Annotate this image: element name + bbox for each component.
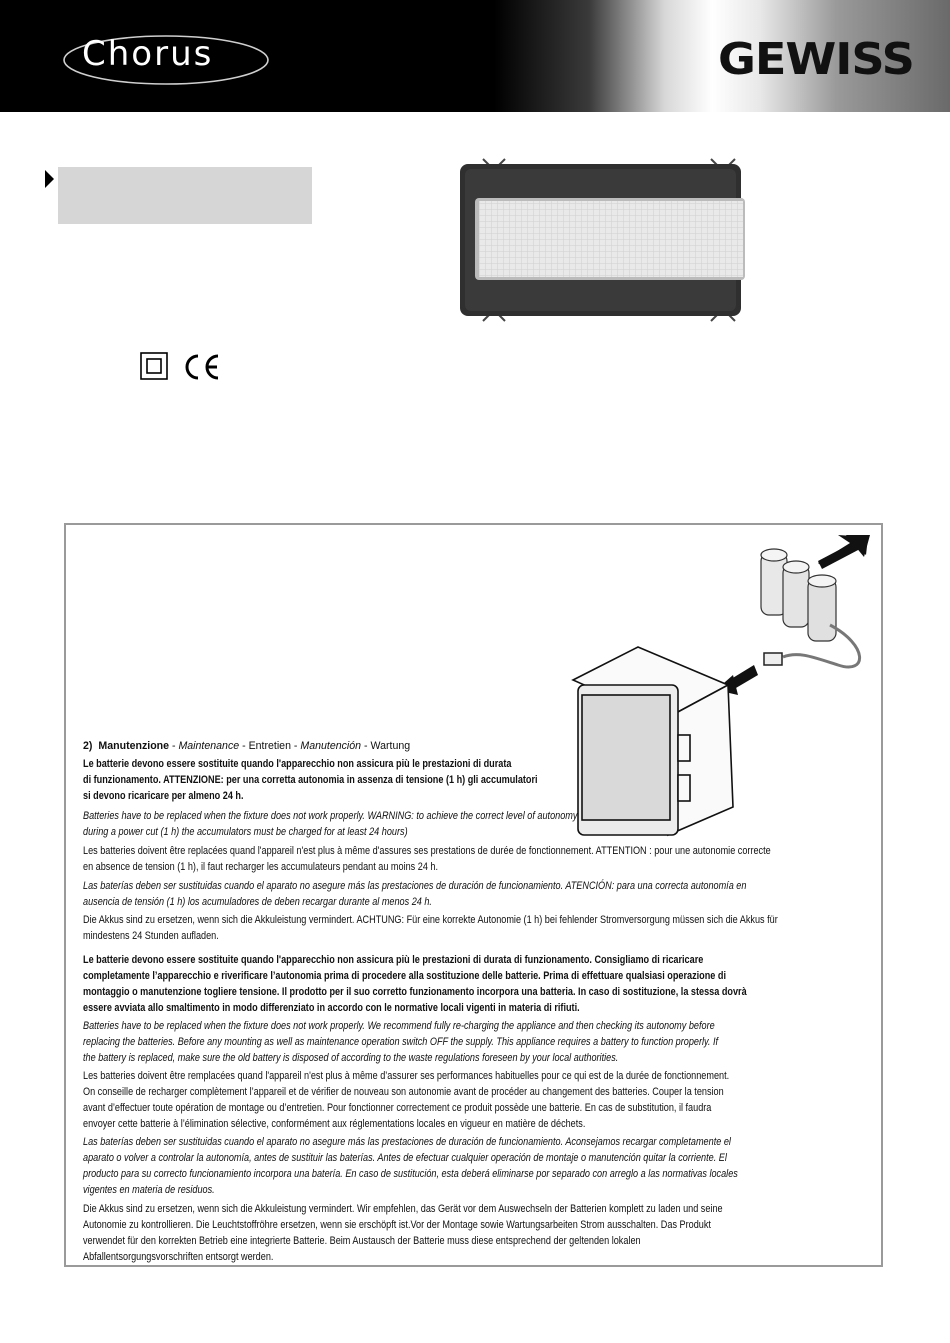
text-line: envoyer cette batterie à l’élimination sélective, conformément aux réglementations locales en vigueur en matière de déchets.: [83, 1118, 586, 1130]
text-line: essere avviata allo smaltimento in modo differenziato in accordo con le normative locali vigenti in materia di rifiuti.: [83, 1002, 580, 1014]
section-separator: -: [290, 740, 301, 752]
p1-german: [83, 912, 778, 944]
text-line: the battery is replaced, make sure the old battery is disposed of according to the waste regulations foreseen by your local authorities.: [83, 1052, 619, 1064]
text-line: Le batterie devono essere sostituite quando l'apparecchio non assicura più le prestazioni di durata di funzionamento. Consigliamo di ricaricare: [83, 954, 704, 966]
text-line: Les batteries doivent être replacées quand l'appareil n'est plus à même d'assures ses prestations de durée de fonctionnement. ATTENTION : pour une autonomie correcte: [83, 845, 771, 857]
battery-replacement-illustration: [568, 535, 878, 860]
text-line: vigentes en materia de residuos.: [83, 1184, 215, 1196]
section-title-en: Maintenance: [178, 740, 240, 752]
text-line: verwendet für den korrekten Betrieb eine integrierte Batterie. Beim Austausch der Batterie muss diese entsprechend der geltenden lokalen: [83, 1235, 641, 1247]
gewiss-logo: GEWISS: [718, 34, 914, 85]
title-placeholder-box: [58, 167, 312, 224]
chorus-logo: [62, 26, 272, 90]
section-separator: -: [361, 740, 371, 752]
text-line: Batteries have to be replaced when the fixture does not work properly. WARNING: to achieve the correct level of autonomy: [83, 810, 578, 822]
text-line: Die Akkus sind zu ersetzen, wenn sich die Akkuleistung vermindert. ACHTUNG: Für eine korrekte Autonomie (1 h) bei fehlender Stromversorgung müssen sich die Akkus für: [83, 914, 778, 926]
section-title: [83, 738, 410, 754]
text-line: Die Akkus sind zu ersetzen, wenn sich die Akkuleistung vermindert. Wir empfehlen, das Gerät vor dem Auswechseln der Batterien komplett zu laden und seine: [83, 1203, 723, 1215]
text-line: aparato o volver a controlar la autonomía, antes de sustituir las baterías. Antes de efectuar cualquier operación de montaje o manutención quitar la corriente. El: [83, 1152, 727, 1164]
text-line: Abfallentsorgungsvorschriften entsorgt werden.: [83, 1251, 274, 1263]
text-line: Las baterías deben ser sustituidas cuando el aparato no asegure más las prestaciones de duración de funcionamiento. ATENCIÓN: para una correcta autonomía en: [83, 880, 747, 892]
section-title-de: Wartung: [370, 740, 411, 752]
text-line: producto para su correcto funcionamiento incorpora una batería. En caso de sustitución, esta deberá eliminarse por separado con arreglo a las normativas locales: [83, 1168, 738, 1180]
p2-italian: [83, 952, 747, 1016]
text-line: Autonomie zu kontrollieren. Die Leuchtstoffröhre ersetzen, wenn sie erschöpft ist.Vor der Montage sowie Wartungsarbeiten Strom ausschalten. Das Produkt: [83, 1219, 711, 1231]
p1-french: [83, 843, 771, 875]
p1-english: [83, 808, 577, 840]
text-line: On conseille de recharger complètement l’appareil et de vérifier de nouveau son autonomie avant de procéder au changement des batteries. Couper la tension: [83, 1086, 724, 1098]
text-line: Batteries have to be replaced when the fixture does not work properly. We recommend fully re-charging the appliance and then checking its autonomy before: [83, 1020, 715, 1032]
text-line: di funzionamento. ATTENZIONE: per una corretta autonomia in assenza di tensione (1 h) gli accumulatori: [83, 774, 538, 786]
text-line: si devono ricaricare per almeno 24 h.: [83, 790, 244, 802]
p1-spanish: [83, 878, 746, 910]
text-line: Las baterías deben ser sustituidas cuando el aparato no asegure más las prestaciones de duración de funcionamiento. Aconsejamos recargar completamente el: [83, 1136, 731, 1148]
p1-italian: [83, 756, 538, 804]
text-line: replacing the batteries. Before any mounting as well as maintenance operation switch OFF the supply. This appliance requires a battery to function properly. If: [83, 1036, 719, 1048]
class-ii-double-square-icon: [141, 353, 167, 379]
section-title-es: Manutención: [300, 740, 362, 752]
remove-arrow-icon: [818, 535, 870, 569]
title-arrow-icon: [45, 170, 54, 188]
section-title-it: Manutenzione: [98, 740, 170, 752]
section-separator: -: [239, 740, 249, 752]
p2-spanish: [83, 1134, 738, 1198]
text-line: Le batterie devono essere sostituite quando l'apparecchio non assicura più le prestazioni di durata: [83, 758, 512, 770]
certification-marks: [140, 352, 230, 387]
text-line: completamente l’apparecchio e riverificare l’autonomia prima di procedere alla sostituzione delle batterie. Prima di effettuare qualsiasi operazione di: [83, 970, 727, 982]
p2-french: [83, 1068, 729, 1132]
text-line: Les batteries doivent être remplacées quand l'appareil n'est plus à même d’assurer ses performances habituelles pour ce qui est de la durée de fonctionnement.: [83, 1070, 730, 1082]
section-title-fr: Entretien: [248, 740, 291, 752]
text-line: en absence de tension (1 h), il faut recharger les accumulateurs pendant au moins 24 h.: [83, 861, 439, 873]
text-line: montaggio o manutenzione togliere tensione. Il prodotto per il suo corretto funzionamento incorpora una batteria. In caso di sostituzione, la stessa dovrà: [83, 986, 747, 998]
device-back-illustration: [573, 647, 733, 835]
text-line: ausencia de tensión (1 h) los acumuladores de deben recargar durante al menos 24 h.: [83, 896, 432, 908]
text-line: mindestens 24 Stunden aufladen.: [83, 930, 219, 942]
text-line: during a power cut (1 h) the accumulators must be charged for at least 24 hours): [83, 826, 408, 838]
section-number: 2): [83, 740, 93, 752]
text-line: avant d’effectuer toute opération de montage ou d’entretien. Pour fonctionner correctement ce produit possède une batterie. En cas de substitution, il faudra: [83, 1102, 712, 1114]
header-banner: [0, 0, 950, 112]
chorus-logo-text: Chorus: [82, 34, 214, 74]
p2-english: [83, 1018, 718, 1066]
device-front-illustration: [455, 155, 755, 330]
ce-mark-icon: [187, 356, 218, 378]
p2-german: [83, 1201, 723, 1265]
section-separator: -: [169, 740, 179, 752]
